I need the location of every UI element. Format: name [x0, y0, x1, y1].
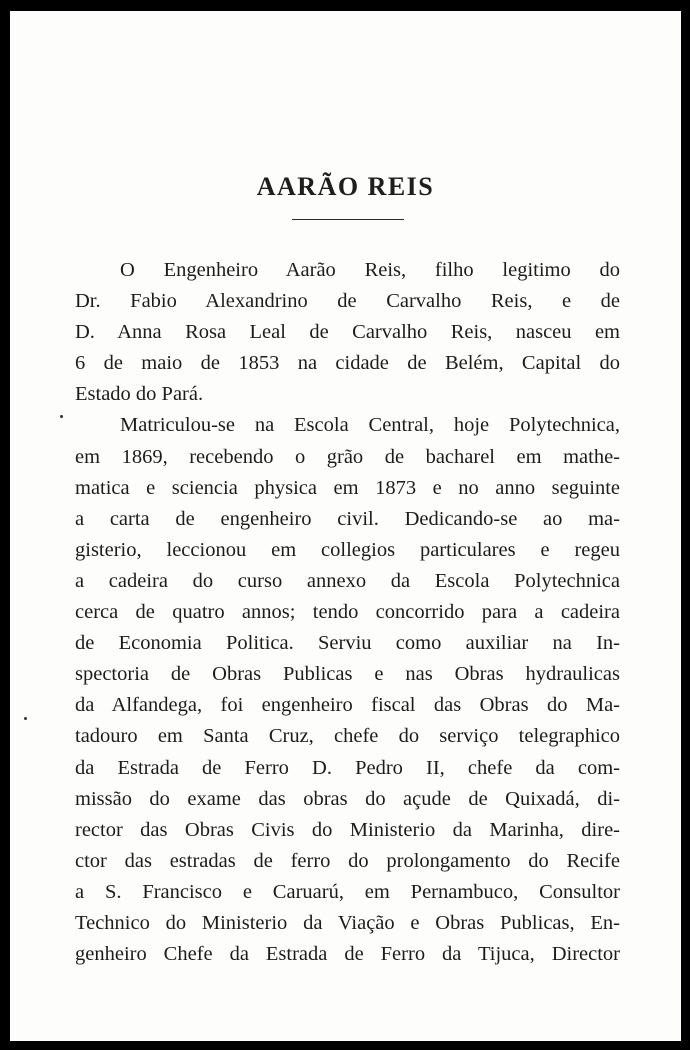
text-line: tadouro em Santa Cruz, chefe do serviço telegraphico	[75, 725, 620, 748]
text-line: cerca de quatro annos; tendo concorrido para a cadeira	[75, 601, 620, 624]
text-line: gisterio, leccionou em collegios particulares e regeu	[75, 538, 620, 561]
text-line: matica e sciencia physica em 1873 e no anno seguinte	[75, 476, 620, 499]
text-line: spectoria de Obras Publicas e nas Obras hydraulicas	[75, 663, 620, 686]
text-line: D. Anna Rosa Leal de Carvalho Reis, nasceu em	[75, 321, 620, 344]
text-line: a cadeira do curso annexo da Escola Polytechnica	[75, 569, 620, 592]
text-line: rector das Obras Civis do Ministerio da Marinha, dire-	[75, 818, 620, 841]
document-page	[10, 11, 681, 1041]
text-line: ctor das estradas de ferro do prolongamento do Recife	[75, 849, 620, 872]
page-title: AARÃO REIS	[256, 172, 435, 201]
text-line: a S. Francisco e Caruarú, em Pernambuco, Consultor	[75, 880, 620, 903]
text-line: Dr. Fabio Alexandrino de Carvalho Reis, e de	[75, 290, 620, 313]
paragraph-1	[75, 255, 620, 410]
title-rule	[292, 219, 404, 220]
print-speck	[60, 415, 63, 418]
text-line: 6 de maio de 1853 na cidade de Belém, Capital do	[75, 352, 620, 375]
text-line: da Estrada de Ferro D. Pedro II, chefe da com-	[75, 756, 620, 779]
text-line: O Engenheiro Aarão Reis, filho legitimo do	[120, 259, 620, 281]
text-line: Matriculou-se na Escola Central, hoje Polytechnica,	[120, 414, 620, 437]
print-speck	[24, 717, 27, 720]
text-line: missão do exame das obras do açude de Quixadá, di-	[75, 787, 620, 810]
text-line: em 1869, recebendo o grão de bacharel em mathe-	[75, 445, 620, 468]
text-line: Technico do Ministerio da Viação e Obras Publicas, En-	[75, 911, 620, 934]
text-line: Estado do Pará.	[75, 383, 204, 406]
paragraph-2	[75, 410, 620, 970]
body-text	[75, 255, 620, 970]
text-line: de Economia Politica. Serviu como auxiliar na In-	[75, 632, 620, 655]
text-line: da Alfandega, foi engenheiro fiscal das Obras do Ma-	[75, 694, 620, 717]
text-line: genheiro Chefe da Estrada de Ferro da Tijuca, Director	[75, 943, 620, 966]
text-line: a carta de engenheiro civil. Dedicando-se ao ma-	[75, 507, 620, 530]
